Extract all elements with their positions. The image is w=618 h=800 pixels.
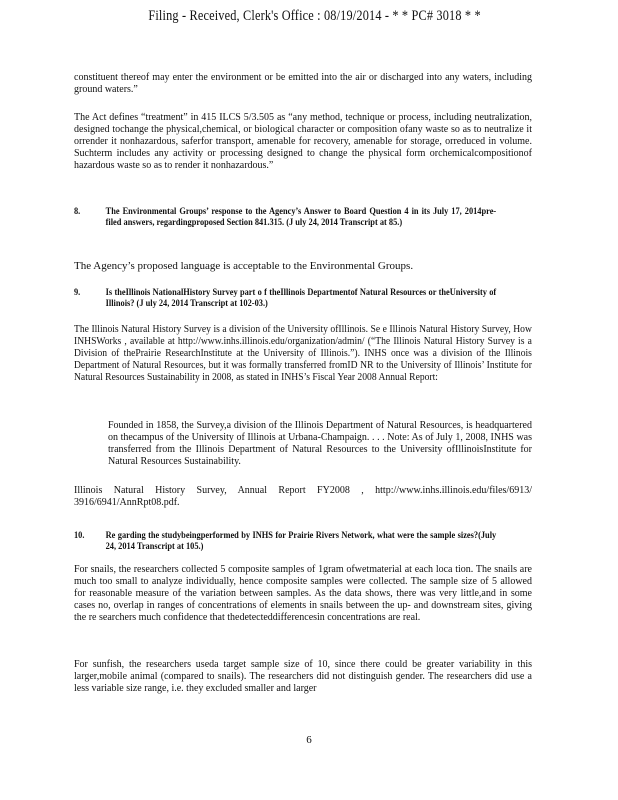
question-text: Is theIllinois NationalHistory Survey part o f theIllinois Departmentof Natural Resources or theUniversity of Illinois? (J uly 24, 2014 Transcript at 102-03.) <box>105 287 497 308</box>
page-number: 6 <box>306 734 312 746</box>
paragraph-sunfish-samples: For sunfish, the researchers useda target sample size of 10, since there could be greater variability in this larger,mobile animal (compared to snails). The researchers did not distinguish gender. The researchers did use a less variable size range, i.e. they excluded smaller and larger <box>74 659 532 694</box>
paragraph-inhs-division: The Illinois Natural History Survey is a division of the University ofIllinois. Se e Illinois Natural History Survey, How INHSWorks , available at http://www.inhs.illinois.edu/organization/admin/ (“The Illinois Natural History Survey is a Division of thePrairie ResearchInstitute at the University of Illinois.”). INHS once was a division of the Illinois Department of Natural Resources, but it was formally transferred fromID NR to the University of Illinois’ Institute for Natural Resources Sustainability in 2008, as stated in INHS’s Fiscal Year 2008 Annual Report: <box>74 324 532 383</box>
paragraph-treatment-definition: The Act defines “treatment” in 415 ILCS 5/3.505 as “any method, technique or process, including neutralization, designed tochange the physical,chemical, or biological character or composition ofany waste so as to neutralize it orrender it nonhazardous, saferfor transport, amenable for recovery, amenable for storage, orreduced in volume. Suchterm includes any activity or processing designed to change the physical form orchemicalcompositionof hazardous waste so as to render it nonhazardous.” <box>74 112 532 171</box>
question-text: The Environmental Groups’ response to the Agency’s Answer to Board Question 4 in its July 17, 2014pre-filed answers, regardingproposed Section 841.315. (J uly 24, 2014 Transcript at 85.) <box>105 206 497 227</box>
question-number: 10. <box>74 530 85 540</box>
question-number: 8. <box>74 206 81 216</box>
paragraph-agency-language: The Agency’s proposed language is acceptable to the Environmental Groups. <box>74 260 414 272</box>
paragraph-snail-samples: For snails, the researchers collected 5 composite samples of 1gram ofwetmaterial at each loca tion. The snails are much too small to analyze individually, hence composite samples were collected. The sample size of 5 allowed for reasonable measure of the variation between samples. As the data shows, there was very little,and in some cases no, overlap in ranges of concentrations of elements in snails between the up- and downstream sites, giving the re searchers much confidence that thedetecteddifferencesin concentrations are real. <box>74 564 532 623</box>
filing-stamp-header: Filing - Received, Clerk's Office : 08/19/2014 - * * PC# 3018 * * <box>148 8 481 24</box>
paragraph-continuation: constituent thereof may enter the environment or be emitted into the air or discharged into any waters, including ground waters.” <box>74 72 532 95</box>
question-text: Re garding the studybeingperformed by INHS for Prairie Rivers Network, what were the sample sizes?(July 24, 2014 Transcript at 105.) <box>105 530 497 551</box>
citation-annual-report: Illinois Natural History Survey, Annual Report FY2008 , http://www.inhs.illinois.edu/files/6913/ 3916/6941/AnnRpt08.pdf. <box>74 485 532 508</box>
question-number: 9. <box>74 287 81 297</box>
block-quote-annual-report: Founded in 1858, the Survey,a division of the Illinois Department of Natural Resources, is headquartered on thecampus of the University of Illinois at Urbana-Champaign. . . . Note: As of July 1, 2008, INHS was transferred from the Illinois Department of Natural Resources to the University ofIllinoisInstitute for Natural Resources Sustainability. <box>108 420 532 467</box>
